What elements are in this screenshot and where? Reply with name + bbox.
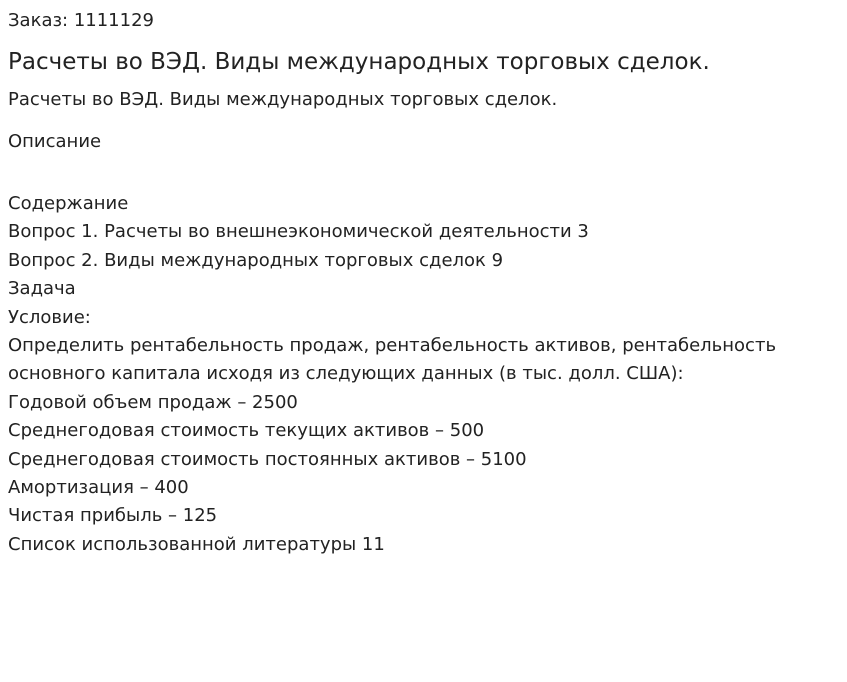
condition-text: Определить рентабельность продаж, рентабельность активов, рентабельность основного капитала исходя из следующих данных (в тыс. долл. США): (8, 335, 777, 385)
data-item: Среднегодовая стоимость текущих активов – 500 (8, 420, 485, 442)
data-item: Годовой объем продаж – 2500 (8, 391, 298, 413)
condition-label: Условие: (8, 306, 91, 328)
toc-item: Вопрос 2. Виды международных торговых сделок 9 (8, 249, 504, 271)
data-item: Чистая прибыль – 125 (8, 505, 218, 527)
references-item: Список использованной литературы 11 (8, 533, 385, 555)
contents-heading: Содержание (8, 193, 129, 214)
page-subtitle: Расчеты во ВЭД. Виды международных торговых сделок. (8, 89, 558, 110)
page-title: Расчеты во ВЭД. Виды международных торговых сделок. (8, 49, 710, 75)
description-content (8, 190, 839, 559)
data-item: Среднегодовая стоимость постоянных активов – 5100 (8, 448, 527, 470)
task-heading: Задача (8, 278, 76, 300)
description-heading: Описание (8, 131, 102, 152)
toc-item: Вопрос 1. Расчеты во внешнеэкономической деятельности 3 (8, 221, 589, 243)
data-item: Амортизация – 400 (8, 477, 189, 499)
order-number: Заказ: 1111129 (8, 10, 154, 31)
